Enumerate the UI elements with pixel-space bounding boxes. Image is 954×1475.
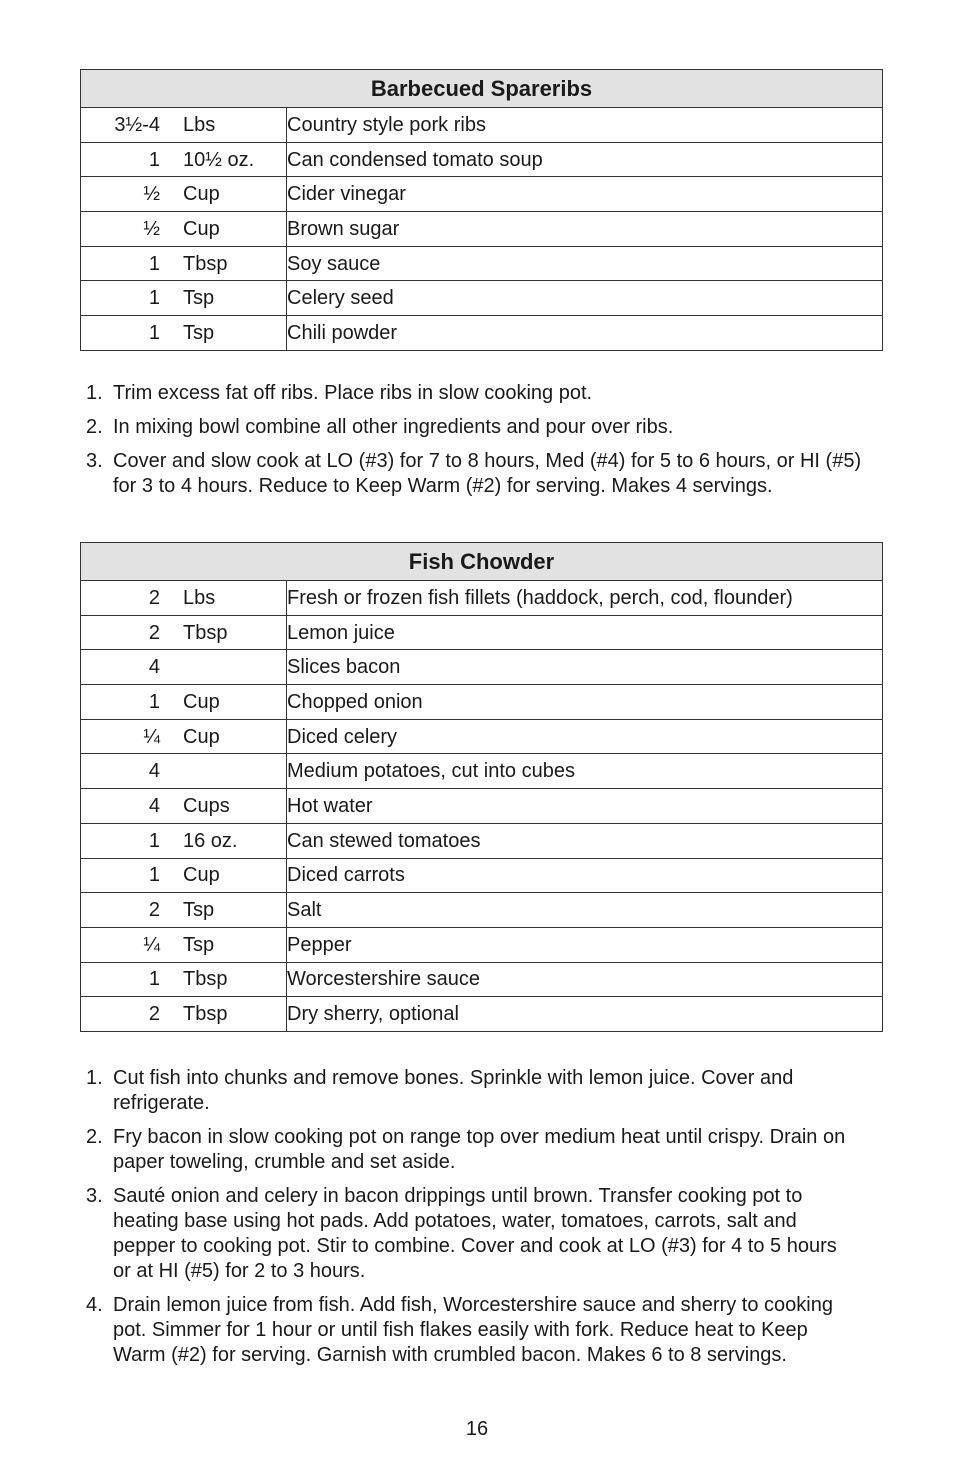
instruction-step (80, 1293, 850, 1368)
ingredient-unit: Tbsp (183, 252, 228, 275)
ingredient-quantity: ½ (143, 217, 160, 240)
ingredient-name: Cider vinegar (287, 177, 883, 212)
ingredient-amount (81, 685, 287, 720)
ingredient-name: Slices bacon (287, 650, 883, 685)
ingredient-amount (81, 615, 287, 650)
ingredient-row (81, 858, 883, 893)
ingredient-name: Medium potatoes, cut into cubes (287, 754, 883, 789)
ingredient-unit: Tsp (183, 933, 215, 956)
ingredient-amount (81, 316, 287, 351)
ingredient-row (81, 281, 883, 316)
ingredient-row (81, 246, 883, 281)
ingredient-unit: Cup (183, 690, 220, 713)
ingredient-amount (81, 177, 287, 212)
ingredient-name: Celery seed (287, 281, 883, 316)
ingredient-name: Worcestershire sauce (287, 962, 883, 997)
ingredient-amount (81, 108, 287, 143)
ingredient-unit: 10½ oz. (183, 148, 255, 171)
step-text: Cut fish into chunks and remove bones. Sprinkle with lemon juice. Cover and refrigerate. (113, 1067, 794, 1114)
recipe-title: Fish Chowder (81, 543, 883, 581)
ingredient-name: Lemon juice (287, 615, 883, 650)
ingredient-amount (81, 858, 287, 893)
ingredient-amount (81, 823, 287, 858)
ingredient-row (81, 316, 883, 351)
ingredient-amount (81, 927, 287, 962)
step-number: 2. (86, 1126, 103, 1148)
step-text: Trim excess fat off ribs. Place ribs in slow cooking pot. (113, 382, 593, 404)
ingredient-quantity: 2 (148, 1003, 160, 1026)
ingredient-quantity: ¼ (143, 933, 160, 956)
instructions-list-spareribs (80, 381, 885, 508)
ingredients-table-fish-chowder (80, 542, 883, 1032)
ingredient-quantity: 1 (148, 252, 160, 275)
ingredient-unit: Lbs (183, 113, 216, 136)
ingredient-unit: Tbsp (183, 968, 228, 991)
ingredient-quantity: 1 (148, 287, 160, 310)
ingredient-unit: Tbsp (183, 621, 228, 644)
ingredient-name: Pepper (287, 927, 883, 962)
instruction-step (80, 415, 885, 440)
ingredient-quantity: 1 (148, 968, 160, 991)
ingredient-row (81, 997, 883, 1032)
ingredient-unit: 16 oz. (183, 829, 238, 852)
ingredient-row (81, 615, 883, 650)
ingredient-quantity: 2 (148, 621, 160, 644)
ingredient-amount (81, 789, 287, 824)
ingredient-row (81, 685, 883, 720)
ingredient-quantity: 4 (148, 794, 160, 817)
step-text: Cover and slow cook at LO (#3) for 7 to 8 hours, Med (#4) for 5 to 6 hours, or HI (#5) for 3 to 4 hours. Reduce to Keep Warm (#2) for serving. Makes 4 servings. (113, 450, 862, 497)
step-number: 4. (86, 1294, 103, 1316)
ingredient-amount (81, 281, 287, 316)
ingredient-quantity: 2 (148, 899, 160, 922)
ingredient-quantity: 3½-4 (114, 113, 160, 136)
ingredient-unit: Cups (183, 794, 230, 817)
ingredient-row (81, 719, 883, 754)
ingredient-row (81, 893, 883, 928)
ingredient-row (81, 177, 883, 212)
ingredient-row (81, 823, 883, 858)
ingredient-unit: Cup (183, 183, 220, 206)
ingredient-name: Salt (287, 893, 883, 928)
ingredient-amount (81, 142, 287, 177)
step-number: 2. (86, 416, 103, 438)
step-number: 1. (86, 382, 103, 404)
instructions-list-fish-chowder (80, 1066, 850, 1377)
ingredient-unit: Cup (183, 217, 220, 240)
ingredient-unit: Cup (183, 725, 220, 748)
ingredient-quantity: 2 (148, 586, 160, 609)
ingredient-quantity: 1 (148, 829, 160, 852)
ingredient-name: Brown sugar (287, 212, 883, 247)
ingredient-name: Can stewed tomatoes (287, 823, 883, 858)
step-text: Fry bacon in slow cooking pot on range top over medium heat until crispy. Drain on paper toweling, crumble and set aside. (113, 1126, 846, 1173)
ingredient-row (81, 212, 883, 247)
ingredient-amount (81, 962, 287, 997)
ingredient-name: Soy sauce (287, 246, 883, 281)
step-text: In mixing bowl combine all other ingredients and pour over ribs. (113, 416, 674, 438)
instruction-step (80, 449, 885, 499)
ingredient-quantity: 1 (148, 690, 160, 713)
ingredient-quantity: 1 (148, 864, 160, 887)
ingredient-unit: Tbsp (183, 1003, 228, 1026)
step-text: Drain lemon juice from fish. Add fish, Worcestershire sauce and sherry to cooking pot. Simmer for 1 hour or until fish flakes easily with fork. Reduce heat to Keep Warm (#2) for serving. Garnish with crumbled bacon. Makes 6 to 8 servings. (113, 1294, 833, 1366)
ingredient-name: Fresh or frozen fish fillets (haddock, perch, cod, flounder) (287, 581, 883, 616)
ingredient-name: Dry sherry, optional (287, 997, 883, 1032)
ingredient-quantity: ¼ (143, 725, 160, 748)
ingredient-row (81, 754, 883, 789)
instruction-step (80, 1184, 850, 1284)
ingredient-name: Diced celery (287, 719, 883, 754)
ingredient-name: Chopped onion (287, 685, 883, 720)
ingredient-unit: Tsp (183, 321, 215, 344)
ingredient-amount (81, 997, 287, 1032)
ingredient-name: Hot water (287, 789, 883, 824)
ingredient-name: Country style pork ribs (287, 108, 883, 143)
ingredient-amount (81, 581, 287, 616)
ingredient-quantity: 1 (148, 148, 160, 171)
ingredient-name: Diced carrots (287, 858, 883, 893)
instruction-step (80, 1066, 850, 1116)
ingredient-row (81, 142, 883, 177)
ingredient-amount (81, 212, 287, 247)
ingredient-row (81, 581, 883, 616)
ingredient-unit: Tsp (183, 287, 215, 310)
step-text: Sauté onion and celery in bacon drippings until brown. Transfer cooking pot to heating base using hot pads. Add potatoes, water, tomatoes, carrots, salt and pepper to cooking pot. Stir to combine. Cover and cook at LO (#3) for 4 to 5 hours or at HI (#5) for 2 to 3 hours. (113, 1185, 837, 1282)
ingredient-amount (81, 650, 287, 685)
page-number: 16 (465, 1418, 489, 1440)
step-number: 3. (86, 1185, 103, 1207)
ingredient-amount (81, 754, 287, 789)
step-number: 3. (86, 450, 103, 472)
instruction-step (80, 381, 885, 406)
ingredient-quantity: ½ (143, 183, 160, 206)
ingredient-row (81, 789, 883, 824)
recipe-title: Barbecued Spareribs (81, 70, 883, 108)
ingredient-unit: Lbs (183, 586, 216, 609)
ingredient-row (81, 650, 883, 685)
ingredient-amount (81, 246, 287, 281)
ingredient-row (81, 108, 883, 143)
instruction-step (80, 1125, 850, 1175)
ingredient-quantity: 4 (148, 656, 160, 679)
ingredient-amount (81, 719, 287, 754)
ingredient-name: Can condensed tomato soup (287, 142, 883, 177)
step-number: 1. (86, 1067, 103, 1089)
ingredients-table-spareribs (80, 69, 883, 351)
ingredient-row (81, 927, 883, 962)
ingredient-unit: Cup (183, 864, 220, 887)
ingredient-quantity: 1 (148, 321, 160, 344)
ingredient-unit: Tsp (183, 899, 215, 922)
ingredient-amount (81, 893, 287, 928)
ingredient-quantity: 4 (148, 760, 160, 783)
ingredient-name: Chili powder (287, 316, 883, 351)
ingredient-row (81, 962, 883, 997)
